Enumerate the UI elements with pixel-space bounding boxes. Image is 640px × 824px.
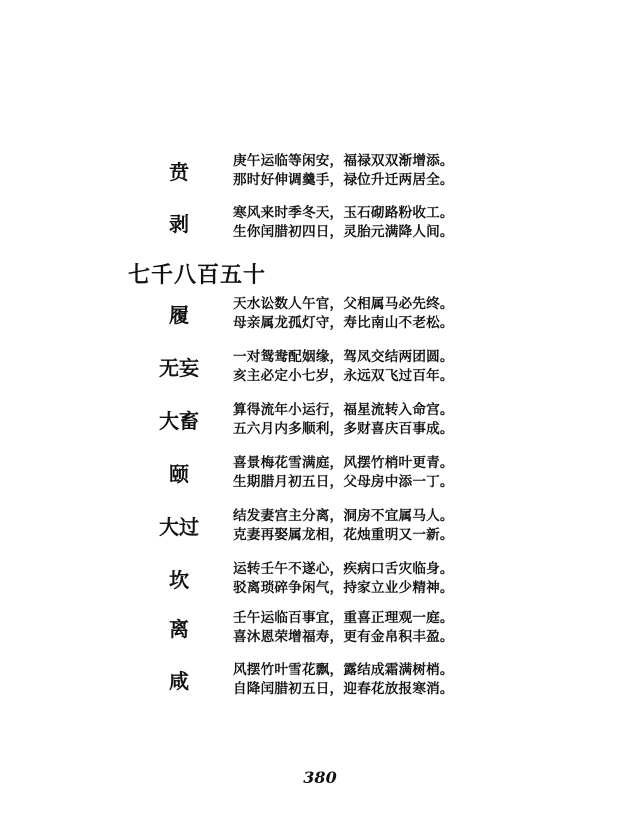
hexagram-name: 咸 <box>169 669 189 693</box>
section-heading: 七千八百五十 <box>128 262 267 288</box>
hexagram-name: 履 <box>169 303 189 327</box>
verse-line-1: 壬午运临百事宜，重喜正理观一庭。 <box>233 610 454 626</box>
verse-line-1: 天水讼数人午官，父相属马必先终。 <box>233 296 454 312</box>
verse-entry <box>0 560 640 608</box>
verse-line-2: 那时好伸调羹手，禄位升迁两居全。 <box>233 172 454 188</box>
verse-entry <box>0 661 640 709</box>
verse-entry <box>0 507 640 555</box>
hexagram-name: 剥 <box>169 212 189 236</box>
verse-entry <box>0 609 640 657</box>
verse-entry <box>0 454 640 502</box>
verse-line-1: 一对鸳鸯配姻缘，驾凤交结两团圆。 <box>233 349 454 365</box>
hexagram-name: 颐 <box>169 462 189 486</box>
verse-line-2: 生你闰腊初四日，灵胎元满降人间。 <box>233 224 454 240</box>
hexagram-name: 大畜 <box>159 409 199 433</box>
verse-line-1: 运转壬午不遂心，疾病口舌灾临身。 <box>233 561 454 577</box>
hexagram-name: 贲 <box>169 160 189 184</box>
hexagram-name: 坎 <box>169 568 189 592</box>
verse-line-1: 算得流年小运行，福星流转入命宫。 <box>233 402 454 418</box>
verse-line-1: 庚午运临等闲安，福禄双双渐增添。 <box>233 153 454 169</box>
hexagram-name: 离 <box>169 617 189 641</box>
verse-line-2: 母亲属龙孤灯守，寿比南山不老松。 <box>233 315 454 331</box>
verse-entry <box>0 295 640 343</box>
verse-line-2: 克妻再娶属龙相，花烛重明又一新。 <box>233 527 454 543</box>
verse-line-2: 驳离琐碎争闲气，持家立业少精神。 <box>233 580 454 596</box>
verse-line-2: 喜沐恩荣增福寿，更有金帛积丰盈。 <box>233 629 454 645</box>
verse-line-1: 风摆竹叶雪花飘，露结成霜满树梢。 <box>233 662 454 678</box>
verse-line-1: 寒风来时季冬天，玉石砌路粉收工。 <box>233 205 454 221</box>
verse-entry <box>0 348 640 396</box>
hexagram-name: 大过 <box>159 515 199 539</box>
verse-line-1: 结发妻宫主分离，洞房不宜属马人。 <box>233 508 454 524</box>
verse-line-2: 生期腊月初五日，父母房中添一丁。 <box>233 474 454 490</box>
page-number: 380 <box>303 768 337 787</box>
verse-entry <box>0 204 640 252</box>
hexagram-name: 无妄 <box>159 356 199 380</box>
verse-entry <box>0 152 640 200</box>
verse-line-2: 亥主必定小七岁，永远双飞过百年。 <box>233 368 454 384</box>
verse-line-2: 自降闰腊初五日，迎春花放报寒消。 <box>233 681 454 697</box>
verse-line-1: 喜景梅花雪满庭，风摆竹梢叶更青。 <box>233 455 454 471</box>
verse-line-2: 五六月内多顺利，多财喜庆百事成。 <box>233 421 454 437</box>
verse-entry <box>0 401 640 449</box>
